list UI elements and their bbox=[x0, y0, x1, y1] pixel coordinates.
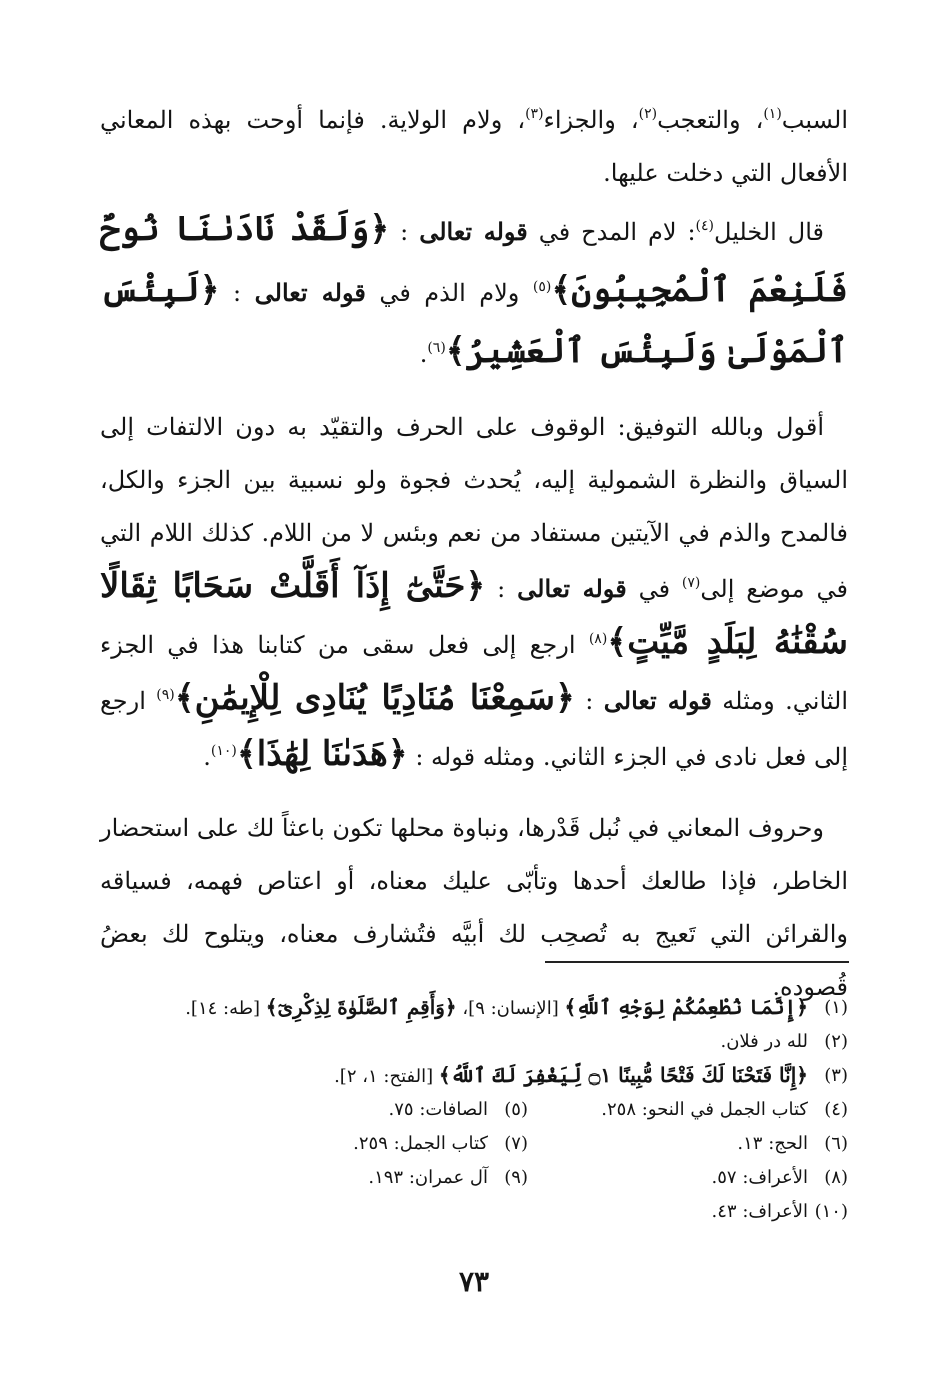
footnotes bbox=[100, 990, 848, 1228]
footnote-8 bbox=[528, 1167, 848, 1188]
footnote-text: كتاب الجمل: ٢٥٩. bbox=[353, 1132, 488, 1154]
bold-phrase: قوله تعالى bbox=[517, 574, 627, 603]
footnote-number: (٣) bbox=[824, 1064, 848, 1086]
footnote-9 bbox=[208, 1167, 528, 1188]
text-run: . bbox=[203, 743, 211, 771]
footnote-text: آل عمران: ١٩٣. bbox=[368, 1166, 488, 1188]
footnote-row-4-5 bbox=[100, 1092, 848, 1126]
paragraph-2 bbox=[100, 200, 848, 383]
main-text bbox=[100, 94, 848, 1014]
footnote-ref: (٢) bbox=[638, 106, 658, 122]
text-run: : bbox=[485, 575, 518, 603]
text-run: : bbox=[219, 279, 255, 307]
footnote-row-6-7 bbox=[100, 1126, 848, 1160]
text-run: وحروف المعاني في نُبل قَدْرها، ونباوة محلها تكون باعثاً لك على استحضار الخاطر، فإذا طالعك أحدها وتأبّى عليك معناه، أو اعتاص فهمه، فسياقه والقرائن التي تَعيج به تُصحِب لك أبيَّه فتُشارف معناه، ويتلوح لك بعضُ قُصوده. bbox=[100, 814, 848, 1001]
footnote-text: الحج: ١٣. bbox=[737, 1132, 808, 1154]
footnote-number: (٧) bbox=[504, 1132, 528, 1154]
footnote-ref: (٣) bbox=[525, 106, 544, 122]
footnote-text: الأعراف: ٤٣. bbox=[711, 1200, 808, 1222]
footnote-4 bbox=[528, 1099, 848, 1120]
bold-phrase: قوله تعالى bbox=[419, 217, 528, 246]
text-run: : bbox=[389, 218, 420, 246]
footnote-ref: (١) bbox=[763, 106, 782, 122]
text-run: ارجع إلى فعل نادى في الجزء الثاني. ومثله قوله : bbox=[100, 687, 848, 771]
footnote-7 bbox=[208, 1133, 528, 1154]
footnote-text: الأعراف: ٥٧. bbox=[711, 1166, 808, 1188]
quran-verse: ﴿هَدَىٰنَا لِهَٰذَا﴾ bbox=[236, 734, 408, 774]
text-run: أقول وبالله التوفيق: الوقوف على الحرف والتقيّد به دون الالتفات إلى السياق والنظرة الشمولية إليه، يُحدث فجوة ولو نسبية بين الجزء والكل، فالمدح والذم في الآيتين مستفاد من نعم وبئس لا من اللام. كذلك اللام التي في موضع إلى bbox=[100, 413, 849, 603]
footnote-ref: (٨) bbox=[588, 631, 608, 647]
footnote-number: (١) bbox=[824, 996, 848, 1018]
footnote-number: (١٠) bbox=[814, 1200, 848, 1222]
footnote-3 bbox=[100, 1058, 848, 1092]
quran-verse: ﴿حَتَّىٰٓ إِذَآ أَقَلَّتْ سَحَابًا ثِقَالًا سُقْنَٰهُ لِبَلَدٍ مَّيِّتٍ﴾ bbox=[100, 566, 848, 662]
footnote-number: (٦) bbox=[824, 1132, 848, 1154]
footnote-ref: (١٠) bbox=[210, 743, 237, 759]
footnote-text: كتاب الجمل في النحو: ٢٥٨. bbox=[601, 1098, 808, 1120]
footnote-ref: (٦) bbox=[427, 340, 446, 356]
footnote-1 bbox=[100, 990, 848, 1024]
footnote-number: (٢) bbox=[824, 1030, 848, 1052]
text-run: ولام الذم في bbox=[365, 279, 533, 307]
paragraph-4 bbox=[100, 802, 848, 1014]
text-run: ، والتعجب bbox=[657, 106, 764, 134]
footnote-text: الصافات: ٧٥. bbox=[388, 1098, 488, 1120]
footnote-2 bbox=[100, 1024, 848, 1058]
footnote-ref: (٥) bbox=[532, 279, 552, 295]
footnote-5 bbox=[208, 1099, 528, 1120]
footnote-ref: (٤) bbox=[695, 218, 715, 234]
footnote-number: (٩) bbox=[504, 1166, 528, 1188]
page-number: ٧٣ bbox=[458, 1265, 490, 1298]
verse-reference: [طه: ١٤]. bbox=[185, 998, 266, 1019]
text-run: : لام المدح في bbox=[527, 218, 696, 246]
quran-verse: ﴿سَمِعْنَا مُنَادِيًا يُنَادِى لِلْإِيمَٰنِ﴾ bbox=[174, 678, 575, 718]
bold-phrase: قوله تعالى bbox=[254, 278, 366, 307]
paragraph-1 bbox=[100, 94, 848, 200]
footnote-6 bbox=[528, 1133, 848, 1154]
footnote-text: لله در فلان. bbox=[720, 1030, 808, 1052]
quran-verse: ﴿إِنَّا فَتَحْنَا لَكَ فَتْحًا مُّبِينًا ۝١ لِّيَغْفِرَ لَكَ ٱللَّهُ﴾ bbox=[438, 1063, 808, 1087]
footnote-number: (٥) bbox=[504, 1098, 528, 1120]
quran-verse: ﴿إِنَّمَا نُطْعِمُكُمْ لِوَجْهِ ٱللَّهِ﴾ bbox=[564, 995, 808, 1019]
text-run: : bbox=[574, 687, 604, 715]
footnote-number: (٨) bbox=[824, 1166, 848, 1188]
footnote-ref: (٧) bbox=[681, 575, 701, 591]
footnote-number: (٤) bbox=[824, 1098, 848, 1120]
paragraph-3 bbox=[100, 401, 848, 784]
text-run: السبب bbox=[781, 106, 848, 134]
text-run: ارجع إلى فعل سقى من كتابنا هذا في الجزء الثاني. ومثله bbox=[100, 631, 849, 715]
text-run: في bbox=[626, 575, 682, 603]
bold-phrase: قوله تعالى bbox=[603, 686, 712, 715]
verse-reference: [الإنسان: ٩]، bbox=[456, 998, 565, 1019]
quran-verse: ﴿وَلَقَدْ نَادَىٰنَا نُوحٌ فَلَنِعْمَ ٱلْمُجِيبُونَ﴾ bbox=[100, 209, 848, 310]
footnote-ref: (٩) bbox=[156, 687, 175, 703]
text-run: ، ولام الولاية. فإنما أوحت بهذه المعاني الأفعال التي دخلت عليها. bbox=[100, 106, 848, 187]
text-run: قال الخليل bbox=[714, 218, 824, 246]
footnote-divider bbox=[545, 961, 849, 963]
footnote-10 bbox=[100, 1194, 848, 1228]
quran-verse: ﴿لَبِئْسَ ٱلْمَوْلَىٰ وَلَبِئْسَ ٱلْعَشِيرُ﴾ bbox=[100, 270, 848, 371]
text-run: ، والجزاء bbox=[543, 106, 639, 134]
quran-verse: ﴿وَأَقِمِ ٱلصَّلَوٰةَ لِذِكْرِىٓ﴾ bbox=[265, 995, 457, 1019]
text-run: . bbox=[419, 340, 428, 368]
verse-reference: [الفتح: ١، ٢]. bbox=[334, 1066, 439, 1087]
footnote-row-8-9 bbox=[100, 1160, 848, 1194]
